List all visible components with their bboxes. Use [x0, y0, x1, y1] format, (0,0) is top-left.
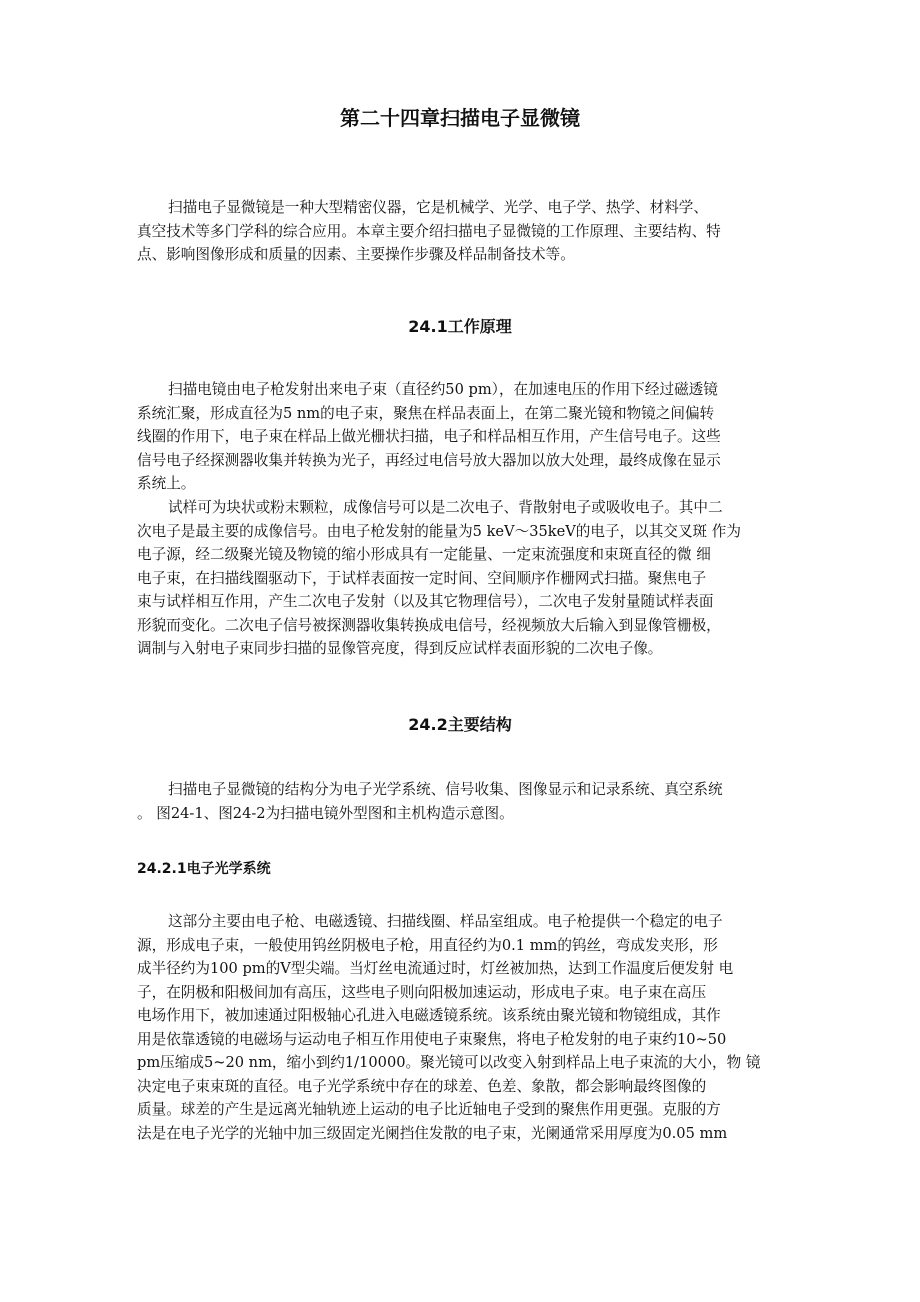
text-line: 系统汇聚，形成直径为5 nm的电子束，聚焦在样品表面上，在第二聚光镜和物镜之间偏转 — [137, 404, 715, 422]
text-line: 信号电子经探测器收集并转换为光子，再经过电信号放大器加以放大处理，最终成像在显示 — [137, 451, 721, 469]
text-line: 扫描电镜由电子枪发射出来电子束（直径约50 pm），在加速电压的作用下经过磁透镜 — [168, 381, 718, 398]
text-line: 电场作用下，被加速通过阳极轴心孔进入电磁透镜系统。该系统由聚光镜和物镜组成，其作 — [137, 1007, 721, 1024]
paragraph-working-principle-1 — [137, 378, 793, 496]
text-line: 线圈的作用下，电子束在样品上做光栅状扫描，电子和样品相互作用，产生信号电子。这些 — [137, 428, 721, 445]
text-line: 电子源，经二级聚光镜及物镜的缩小形成具有一定能量、一定束流强度和束斑直径的微 细 — [137, 546, 711, 563]
text-line: 质量。球差的产生是远离光轴轨迹上运动的电子比近轴电子受到的聚焦作用更强。克服的方 — [137, 1101, 721, 1118]
text-line: 成半径约为100 pm的V型尖端。当灯丝电流通过时，灯丝被加热，达到工作温度后便发射 电 — [137, 960, 734, 977]
text-line: 形貌而变化。二次电子信号被探测器收集转换成电信号，经视频放大后输入到显像管栅极， — [137, 616, 721, 634]
paragraph-electron-optics — [137, 910, 793, 1145]
intro-paragraph — [137, 196, 793, 267]
text-line: 源，形成电子束，一般使用钨丝阴极电子枪，用直径约为0.1 mm的钨丝，弯成发夹形，形 — [137, 936, 718, 954]
paragraph-main-structure — [137, 778, 793, 825]
text-line: 真空技术等多门学科的综合应用。本章主要介绍扫描电子显微镜的工作原理、主要结构、特 — [137, 222, 721, 240]
subsection-title-electron-optics: 24.2.1电子光学系统 — [137, 861, 271, 877]
text-line: 扫描电子显微镜是一种大型精密仪器，它是机械学、光学、电子学、热学、材料学、 — [168, 199, 708, 216]
text-line: 系统上。 — [137, 475, 196, 492]
text-line: 用是依靠透镜的电磁场与运动电子相互作用使电子束聚焦，将电子枪发射的电子束约10~50 — [137, 1030, 727, 1048]
section-title-main-structure: 24.2主要结构 — [408, 715, 512, 734]
text-line: pm压缩成5~20 nm，缩小到约1/10000。聚光镜可以改变入射到样品上电子束流的大小，物 镜 — [137, 1054, 761, 1071]
text-line: 子，在阴极和阳极间加有高压，这些电子则向阳极加速运动，形成电子束。电子束在高压 — [137, 983, 707, 1001]
text-line: 调制与入射电子束同步扫描的显像管亮度，得到反应试样表面形貌的二次电子像。 — [137, 640, 663, 657]
text-line: 次电子是最主要的成像信号。由电子枪发射的能量为5 keV～35keV的电子，以其交叉斑 作为 — [137, 522, 741, 540]
text-line: 点、影响图像形成和质量的因素、主要操作步骤及样品制备技术等。 — [137, 246, 575, 263]
section-title-working-principle: 24.1工作原理 — [408, 317, 512, 336]
text-line: 这部分主要由电子枪、电磁透镜、扫描线圈、样品室组成。电子枪提供一个稳定的电子 — [168, 913, 723, 930]
chapter-title: 第二十四章扫描电子显微镜 — [340, 106, 580, 130]
paragraph-working-principle-2 — [137, 496, 793, 661]
text-line: 法是在电子光学的光轴中加三级固定光阑挡住发散的电子束，光阑通常采用厚度为0.05 mm — [137, 1124, 728, 1142]
text-line: 试样可为块状或粉末颗粒，成像信号可以是二次电子、背散射电子或吸收电子。其中二 — [168, 499, 723, 516]
text-line: 电子束，在扫描线圈驱动下，于试样表面按一定时间、空间顺序作栅网式扫描。聚焦电子 — [137, 569, 707, 587]
text-line: 。 图24-1、图24-2为扫描电镜外型图和主机构造示意图。 — [137, 804, 514, 822]
text-line: 束与试样相互作用，产生二次电子发射（以及其它物理信号），二次电子发射量随试样表面 — [137, 593, 714, 610]
text-line: 决定电子束束斑的直径。电子光学系统中存在的球差、色差、象散，都会影响最终图像的 — [137, 1077, 707, 1095]
text-line: 扫描电子显微镜的结构分为电子光学系统、信号收集、图像显示和记录系统、真空系统 — [168, 781, 723, 798]
